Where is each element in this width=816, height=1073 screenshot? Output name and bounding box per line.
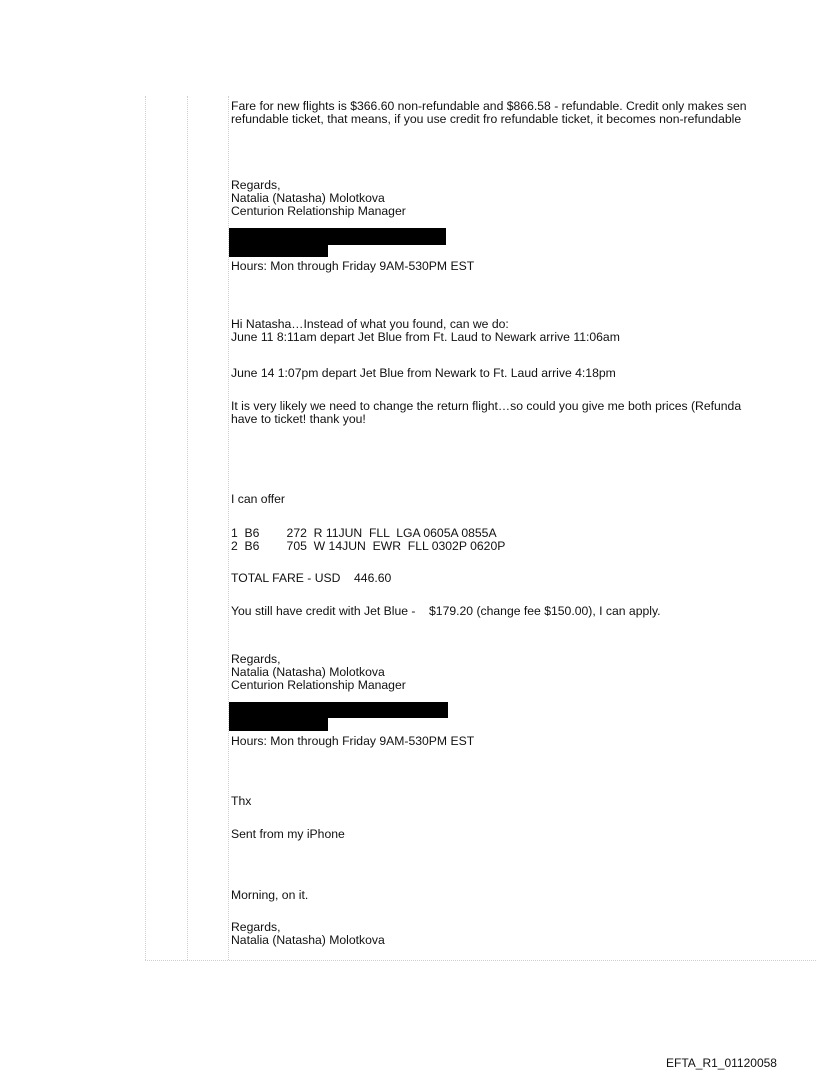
request-message [231, 318, 620, 344]
request-flight: June 14 1:07pm depart Jet Blue from Newark to Ft. Laud arrive 4:18pm [231, 366, 616, 380]
morning-message [231, 889, 308, 902]
signature-closing: Regards, [231, 920, 281, 934]
total-fare-text: TOTAL FARE - USD 446.60 [231, 571, 392, 585]
signature-block [231, 179, 406, 218]
signature-hours [231, 735, 474, 748]
request-question-line: It is very likely we need to change the return flight…so could you give me both prices (Refunda [231, 399, 742, 413]
quote-bottom-rule [145, 960, 816, 961]
morning-text: Morning, on it. [231, 888, 309, 902]
quote-rail-outer [145, 96, 146, 960]
signature-title: Centurion Relationship Manager [231, 678, 406, 692]
request-flight: June 11 8:11am depart Jet Blue from Ft. Laud to Newark arrive 11:06am [231, 330, 620, 344]
redaction-bar [229, 717, 328, 731]
reply-thanks-text: Thx [231, 794, 252, 808]
signature-name: Natalia (Natasha) Molotkova [231, 933, 385, 947]
offer-intro-text: I can offer [231, 492, 285, 506]
flight-segment: 2 B6 705 W 14JUN EWR FLL 0302P 0620P [231, 539, 506, 553]
request-question-line: have to ticket! thank you! [231, 412, 366, 426]
signature-hours [231, 260, 474, 273]
document-id: EFTA_R1_01120058 [666, 1056, 777, 1070]
quote-rail-inner [228, 96, 229, 960]
offer-intro [231, 493, 285, 506]
signature-hours-text: Hours: Mon through Friday 9AM-530PM EST [231, 734, 475, 748]
redaction-bar [229, 702, 448, 718]
fare-note [231, 100, 747, 126]
request-question [231, 400, 741, 426]
flight-segment: 1 B6 272 R 11JUN FLL LGA 0605A 0855A [231, 526, 497, 540]
sent-from [231, 828, 345, 841]
offer-segments [231, 527, 505, 553]
quote-rail-middle [187, 96, 188, 960]
credit-note-text: You still have credit with Jet Blue - $179.20 (change fee $150.00), I can apply. [231, 604, 661, 618]
request-intro: Hi Natasha…Instead of what you found, can we do: [231, 317, 509, 331]
signature-block [231, 653, 406, 692]
request-flight-2 [231, 367, 616, 380]
signature-closing: Regards, [231, 178, 281, 192]
signature-title: Centurion Relationship Manager [231, 204, 406, 218]
sent-from-text: Sent from my iPhone [231, 827, 345, 841]
total-fare [231, 572, 391, 585]
signature-block [231, 921, 385, 947]
signature-hours-text: Hours: Mon through Friday 9AM-530PM EST [231, 259, 475, 273]
fare-note-line: Fare for new flights is $366.60 non-refundable and $866.58 - refundable. Credit only makes sen [231, 99, 747, 113]
signature-name: Natalia (Natasha) Molotkova [231, 665, 385, 679]
redaction-bar [229, 243, 328, 257]
fare-note-line: refundable ticket, that means, if you use credit fro refundable ticket, it becomes non-refundable [231, 112, 742, 126]
credit-note [231, 605, 661, 618]
signature-name: Natalia (Natasha) Molotkova [231, 191, 385, 205]
reply-thanks [231, 795, 251, 808]
signature-closing: Regards, [231, 652, 281, 666]
